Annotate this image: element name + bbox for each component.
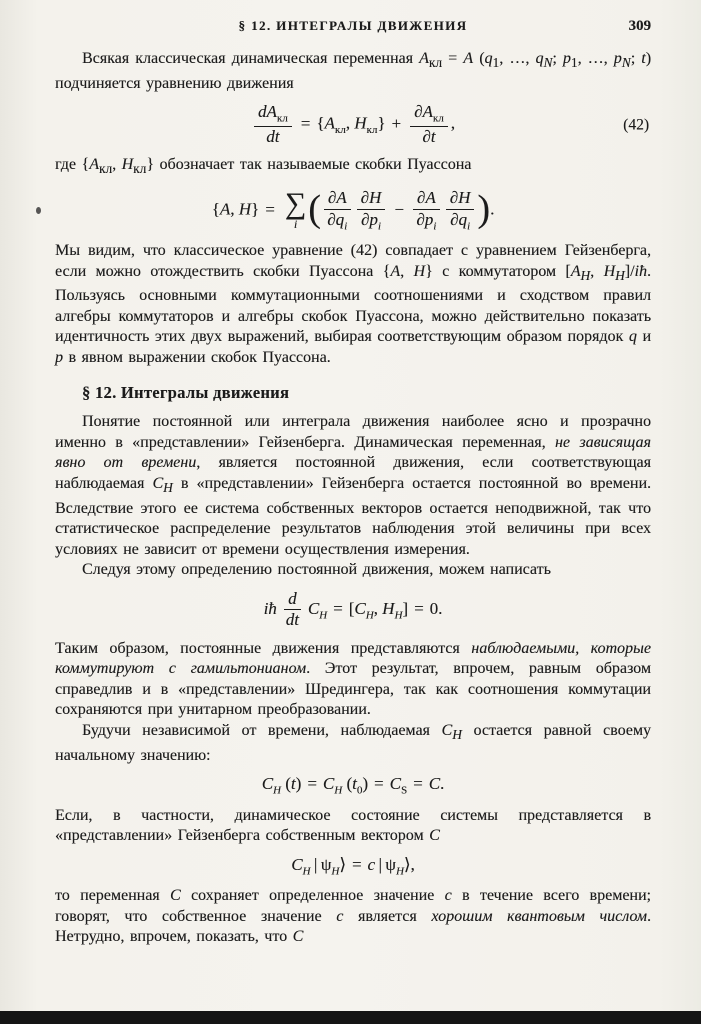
paragraph-intro: Всякая классическая динамическая переменная $A_{кл} = A$ ($q_1$, …, $q_N$; $p_1$, …, $p_N$; t) подчиняется уравнению движения bbox=[55, 50, 652, 92]
equation-42-number: (42) bbox=[623, 116, 649, 134]
scan-artifact-bottom-bar bbox=[0, 1011, 701, 1024]
equation-42-row bbox=[55, 103, 651, 146]
equation-constant-value: $C_H$ $(t) = C_H$ $(t_0) = C_S = C$. bbox=[261, 774, 445, 797]
paragraph-where: где {$A_{кл}$, $H_{кл}$} обозначает так называемые скобки Пуассона bbox=[55, 156, 472, 177]
equation-commutator-row bbox=[55, 590, 651, 630]
equation-42: $\frac{dA_{кл}}{dt}$ = {$A_{кл}$, $H_{кл}$} + $\frac{\partial A_{кл}}{\partial t}$ , bbox=[251, 103, 455, 146]
section-heading: § 12. Интегралы движения bbox=[82, 383, 290, 403]
equation-poisson-row bbox=[55, 189, 651, 232]
equation-eigenvector: $C_H$ | $\psi_H⟩ = c$ | $\psi_H⟩$, bbox=[291, 854, 415, 878]
paragraph-then: то переменная C сохраняет определенное значение c в течение всего времени; говорят, что собственное значение c является хорошим квантовым числом. Нетрудно, впрочем, показать, что C bbox=[55, 887, 652, 946]
paragraph-we-see: Мы видим, что классическое уравнение (42) совпадает с уравнением Гейзенберга, если можно отождествить скобки Пуассона {A, H} с коммутатором [$A_H$, $H_H]/iħ$. Пользуясь основными коммутационными соотношениями и сходством правил алгебры коммутаторов и алгебры скобок Пуассона, можно действительно показать идентичность этих двух выражений, выбирая соответствующим образом порядок q и p в явном выражении скобок Пуассона. bbox=[55, 242, 652, 366]
running-title: § 12. ИНТЕГРАЛЫ ДВИЖЕНИЯ bbox=[238, 18, 468, 33]
page-header bbox=[55, 18, 651, 35]
scan-artifact-dot bbox=[36, 207, 41, 214]
equation-poisson-bracket: {A, H} = ∑ i ( $\frac{\partial A}{\partial q_i}$ $\frac{\partial H}{\partial p_i}$ − $\frac{\partial A}{\partial p_i}$ $\frac{\partial H}{\partial q_i}$ ). bbox=[211, 187, 495, 233]
page-number: 309 bbox=[628, 18, 651, 34]
paragraph-following: Следуя этому определению постоянной движения, можем написать bbox=[82, 561, 551, 579]
equation-constant-row bbox=[55, 775, 651, 796]
paragraph-thus: Таким образом, постоянные движения представляются наблюдаемыми, которые коммутируют с гамильтонианом. Этот результат, впрочем, равным образом справедлив и в «представлении» Шредингера, так как соотношения коммутации сохраняются при унитарном преобразовании. bbox=[55, 639, 652, 719]
paragraph-being: Будучи независимой от времени, наблюдаемая $C_H$ остается равной своему начальному значению: bbox=[55, 721, 651, 764]
equation-commutator: iħ $\frac{d}{dt}$ $C_H = [C_H$, $H_H] = 0$. bbox=[263, 588, 443, 630]
equation-eigenvector-row bbox=[55, 856, 651, 877]
paragraph-concept: Понятие постоянной или интеграла движения наиболее ясно и прозрачно именно в «представлении» Гейзенберга. Динамическая переменная, не зависящая явно от времени, является постоянной движения, если соответствующая наблюдаемая $C_H$ в «представлении» Гейзенберга остается постоянной во времени. Вследствие этого ее система собственных векторов остается неподвижной, так что статистическое распределение результатов наблюдения этой величины при всех условиях не зависит от времени осуществления измерения. bbox=[55, 413, 652, 558]
paragraph-if: Если, в частности, динамическое состояние системы представляется в «представлении» Гейзенберга собственным вектором C bbox=[55, 806, 651, 845]
text-block bbox=[55, 18, 651, 948]
